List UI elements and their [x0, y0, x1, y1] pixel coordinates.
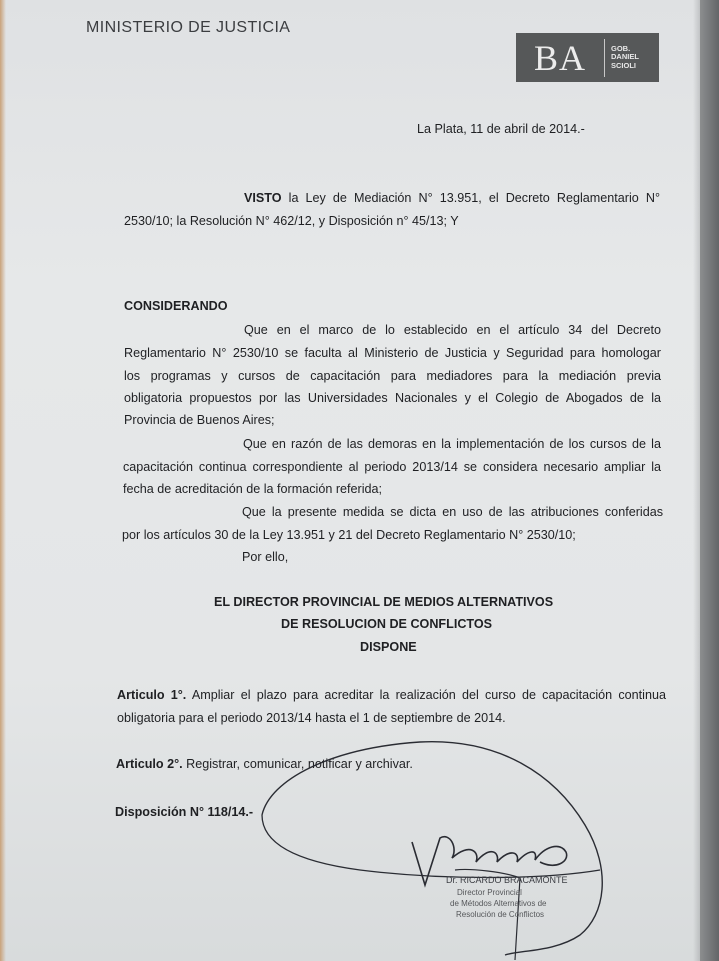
- considerando-heading: CONSIDERANDO: [124, 299, 228, 313]
- articulo-2-text: Registrar, comunicar, notificar y archivar.: [186, 757, 413, 771]
- visto-line1-rest: la Ley de Mediación N° 13.951, el Decreto Reglamentario N°: [288, 191, 661, 205]
- logo-ba-text: BA: [533, 37, 586, 78]
- considerando-p1-line: obligatoria propuestos por las Universidades Nacionales y el Colegio de Abogados de la: [124, 391, 661, 405]
- title-line-1: EL DIRECTOR PROVINCIAL DE MEDIOS ALTERNATIVOS: [214, 595, 554, 609]
- articulo-2-label: Articulo 2°.: [116, 757, 183, 771]
- date-line: La Plata, 11 de abril de 2014.-: [417, 122, 585, 136]
- visto-line-2: 2530/10; la Resolución N° 462/12, y Disposición n° 45/13; Y: [124, 214, 459, 228]
- title-line-2: DE RESOLUCION DE CONFLICTOS: [281, 617, 493, 631]
- articulo-1-line-2: obligatoria para el periodo 2013/14 hasta el 1 de septiembre de 2014.: [117, 711, 506, 725]
- considerando-p3-line: por los artículos 30 de la Ley 13.951 y 21 del Decreto Reglamentario N° 2530/10;: [122, 528, 576, 542]
- considerando-p2-line: Que en razón de las demoras en la implementación de los cursos de la: [243, 437, 661, 451]
- stamp-line-3: Resolución de Conflictos: [456, 910, 545, 919]
- disposicion-number: Disposición N° 118/14.-: [115, 805, 254, 819]
- considerando-p2-line: capacitación continua correspondiente al periodo 2013/14 se considera necesario ampliar la: [123, 460, 661, 474]
- title-dispone: DISPONE: [360, 640, 417, 654]
- signature-loop: [262, 742, 602, 955]
- visto-lead: VISTO: [244, 191, 282, 205]
- considerando-p2-line: fecha de acreditación de la formación referida;: [123, 482, 383, 496]
- stamp-line-2: de Métodos Alternativos de: [450, 899, 547, 908]
- ministry-header: MINISTERIO DE JUSTICIA: [86, 19, 291, 36]
- articulo-1-label: Articulo 1°.: [117, 688, 187, 702]
- considerando-p1-line: los programas y cursos de capacitación para mediadores para la mediación previa: [124, 369, 661, 383]
- page-shadow: [693, 0, 719, 961]
- logo-gob: GOB.: [611, 43, 631, 53]
- logo-name1: DANIEL: [611, 52, 639, 62]
- considerando-p1-line: Reglamentario N° 2530/10 se faculta al Ministerio de Justicia y Seguridad para homologar: [124, 346, 661, 360]
- considerando-p1-line: Provincia de Buenos Aires;: [124, 413, 275, 427]
- considerando-p1-line: Que en el marco de lo establecido en el artículo 34 del Decreto: [244, 323, 661, 337]
- por-ello: Por ello,: [242, 550, 289, 564]
- stamp-line-1: Director Provincial: [457, 888, 522, 897]
- stamp-name: Dr. RICARDO BRACAMONTE: [446, 875, 568, 885]
- considerando-p3-line: Que la presente medida se dicta en uso de las atribuciones conferidas: [242, 505, 663, 519]
- articulo-1-text: Ampliar el plazo para acreditar la realización del curso de capacitación continua: [191, 688, 666, 702]
- logo-name2: SCIOLI: [611, 60, 637, 70]
